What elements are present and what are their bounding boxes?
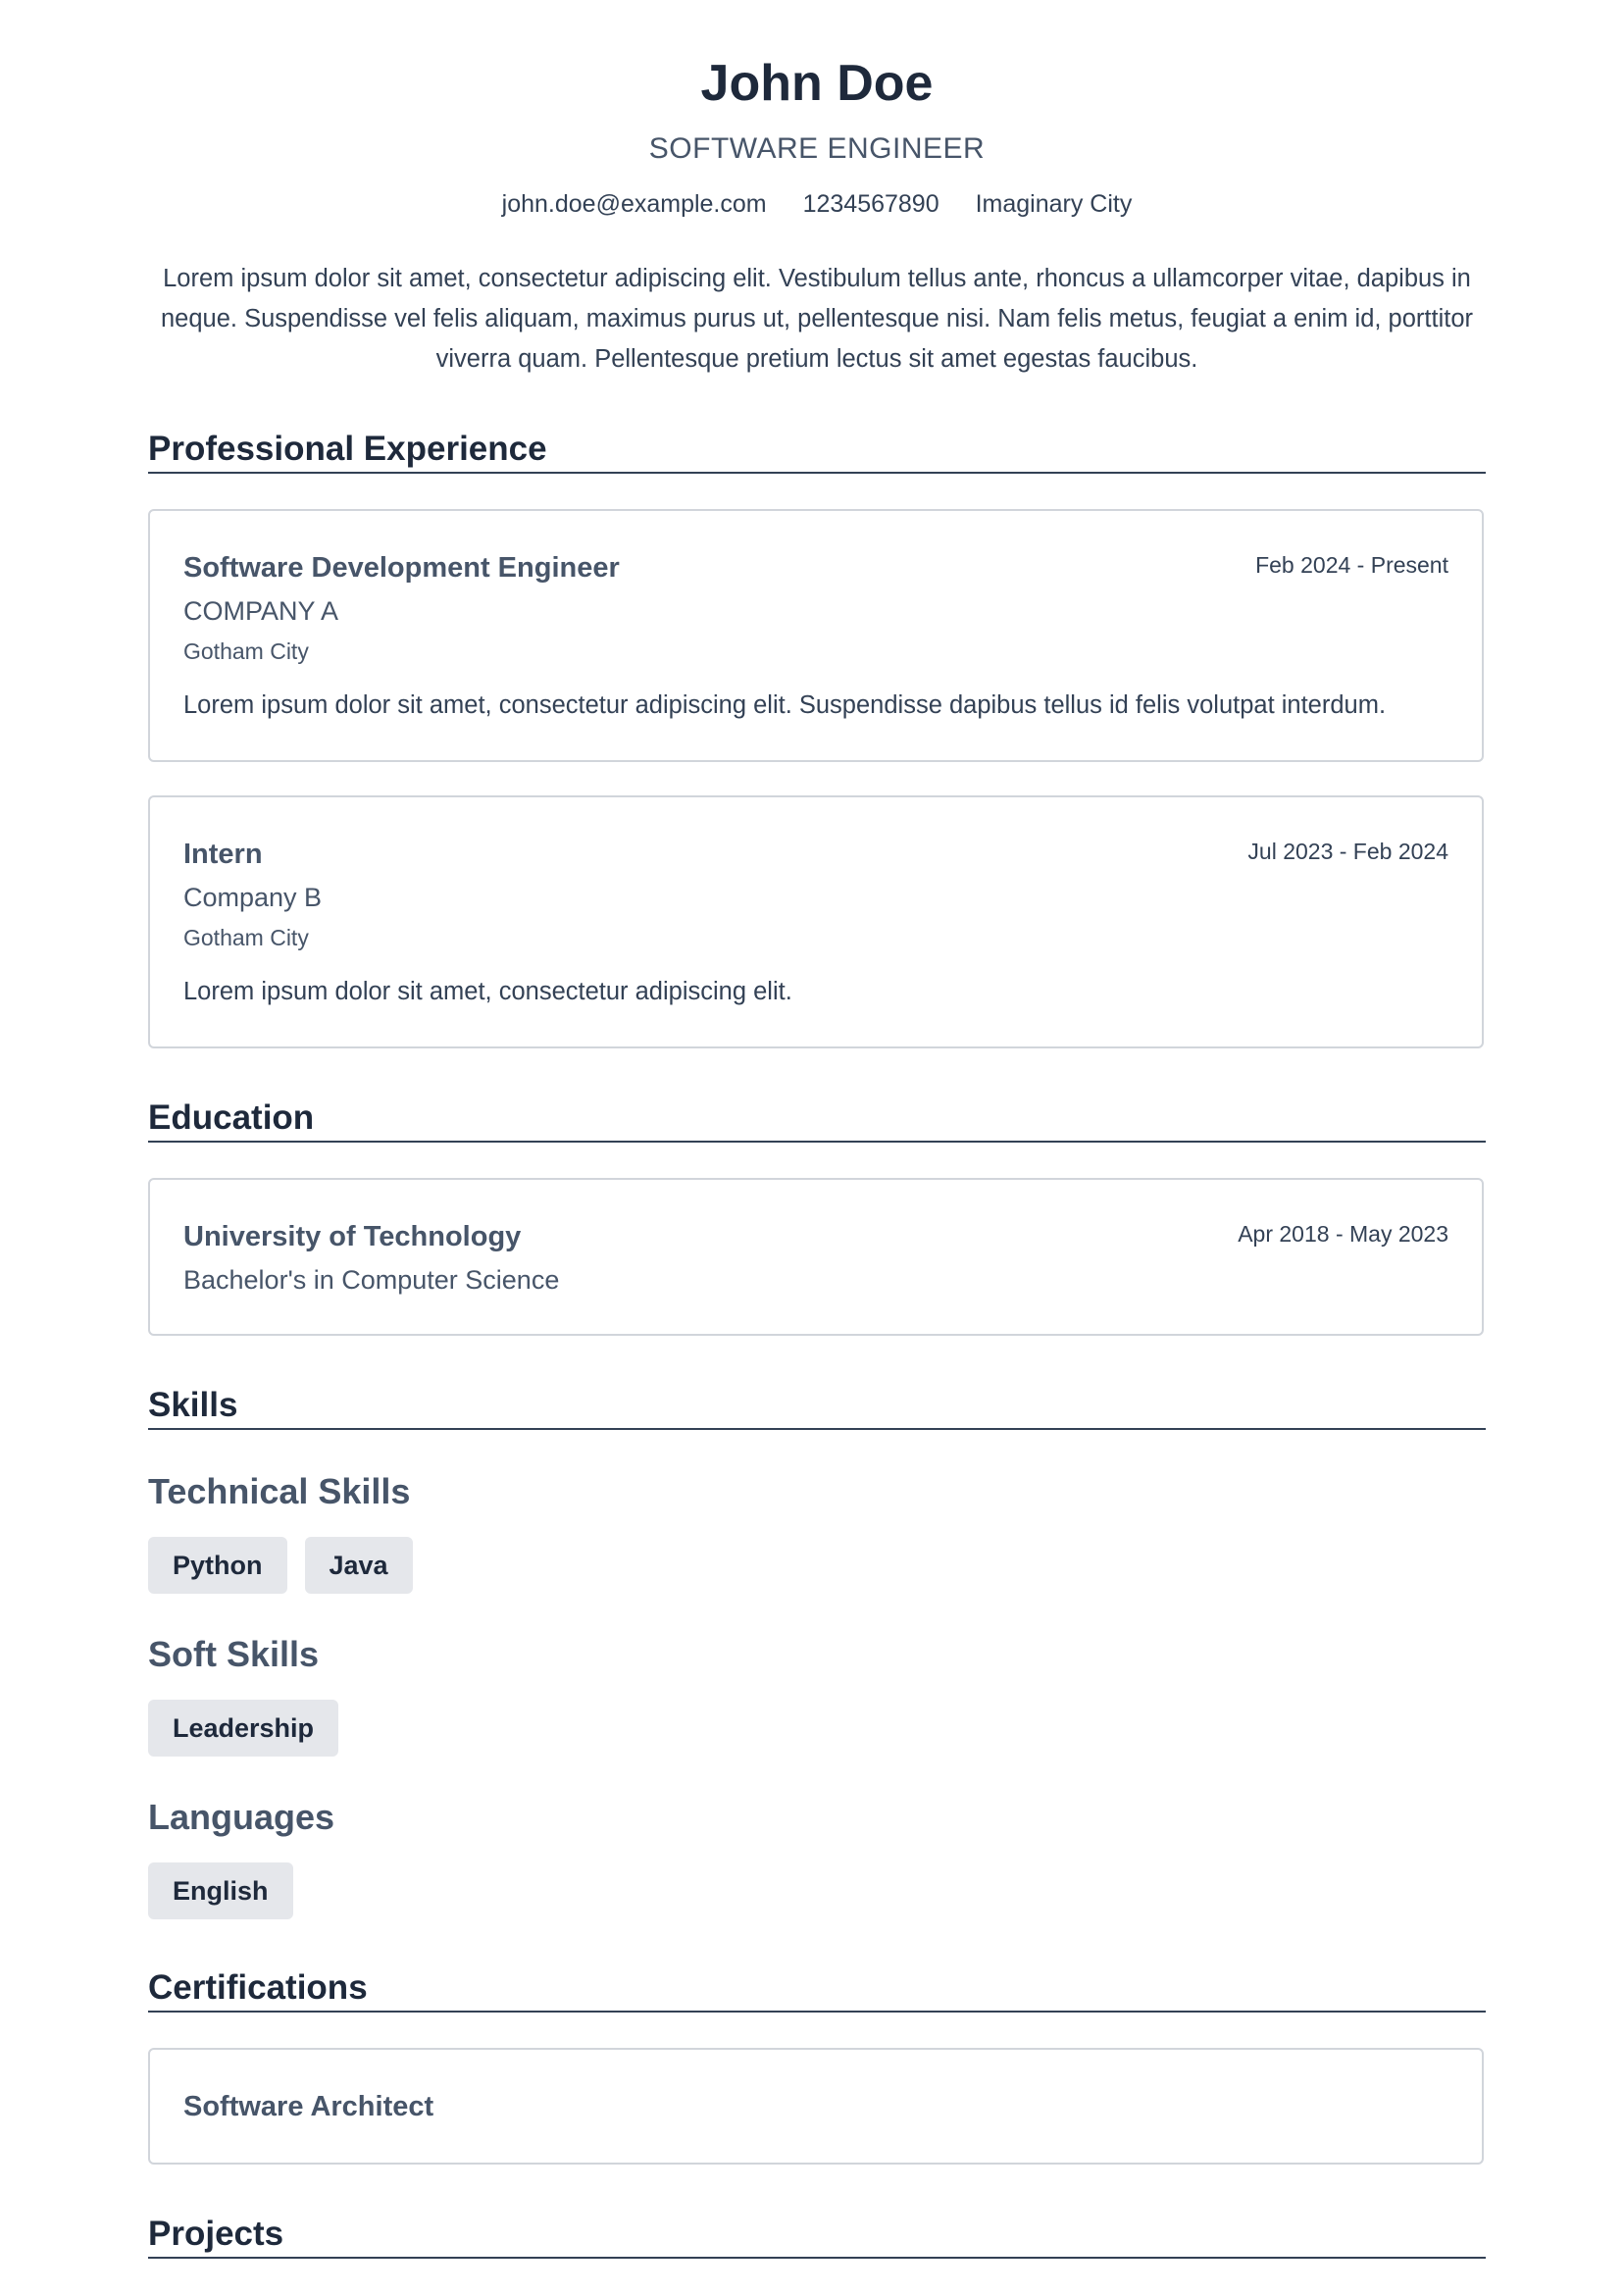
- section-title-certifications: Certifications: [148, 1965, 1486, 2013]
- education-degree: Bachelor's in Computer Science: [183, 1265, 560, 1295]
- skill-chip-list: [148, 1862, 293, 1919]
- experience-card: [148, 509, 1484, 762]
- contact-line: [148, 186, 1486, 222]
- contact-phone[interactable]: 1234567890: [802, 190, 939, 218]
- summary-text: Lorem ipsum dolor sit amet, consectetur adipiscing elit. Vestibulum tellus ante, rhoncus a ullamcorper vitae, dapibus in neque. Suspendisse vel felis aliquam, maximus purus ut, pellentesque nisi. Nam felis metus, feugiat a enim id, porttitor viverra quam. Pellentesque pretium lectus sit amet egestas faucibus.: [160, 265, 1473, 373]
- candidate-role: SOFTWARE ENGINEER: [648, 132, 986, 165]
- skill-chip: English: [148, 1862, 293, 1919]
- experience-description: Lorem ipsum dolor sit amet, consectetur adipiscing elit.: [183, 978, 792, 1005]
- section-title-projects: Projects: [148, 2212, 1486, 2259]
- skill-group-title: Soft Skills: [148, 1634, 320, 1674]
- candidate-name: John Doe: [700, 55, 934, 112]
- experience-dates: Feb 2024 - Present: [1255, 552, 1448, 578]
- experience-card: [148, 795, 1484, 1048]
- experience-role: Intern: [183, 839, 263, 870]
- contact-location: Imaginary City: [975, 190, 1133, 218]
- experience-location: Gotham City: [183, 638, 309, 664]
- education-school: University of Technology: [183, 1221, 522, 1252]
- skill-chip: Python: [148, 1537, 287, 1594]
- skill-chip-list: [148, 1537, 413, 1594]
- skill-group-title: Languages: [148, 1797, 335, 1837]
- skill-chip: Java: [305, 1537, 413, 1594]
- contact-email[interactable]: john.doe@example.com: [501, 190, 767, 218]
- experience-location: Gotham City: [183, 925, 309, 950]
- experience-company: Company B: [183, 883, 323, 912]
- experience-company: COMPANY A: [183, 596, 339, 626]
- education-dates: Apr 2018 - May 2023: [1238, 1221, 1448, 1247]
- section-title-experience: Professional Experience: [148, 427, 1486, 474]
- education-card: [148, 1178, 1484, 1336]
- skill-chip-list: [148, 1700, 338, 1757]
- certification-name: Software Architect: [183, 2091, 434, 2122]
- experience-role: Software Development Engineer: [183, 552, 620, 584]
- skill-chip: Leadership: [148, 1700, 338, 1757]
- section-title-education: Education: [148, 1096, 1486, 1143]
- certification-card: [148, 2048, 1484, 2165]
- section-title-skills: Skills: [148, 1383, 1486, 1430]
- skill-group-title: Technical Skills: [148, 1471, 411, 1511]
- experience-description: Lorem ipsum dolor sit amet, consectetur adipiscing elit. Suspendisse dapibus tellus id felis volutpat interdum.: [183, 691, 1387, 719]
- experience-dates: Jul 2023 - Feb 2024: [1247, 839, 1448, 864]
